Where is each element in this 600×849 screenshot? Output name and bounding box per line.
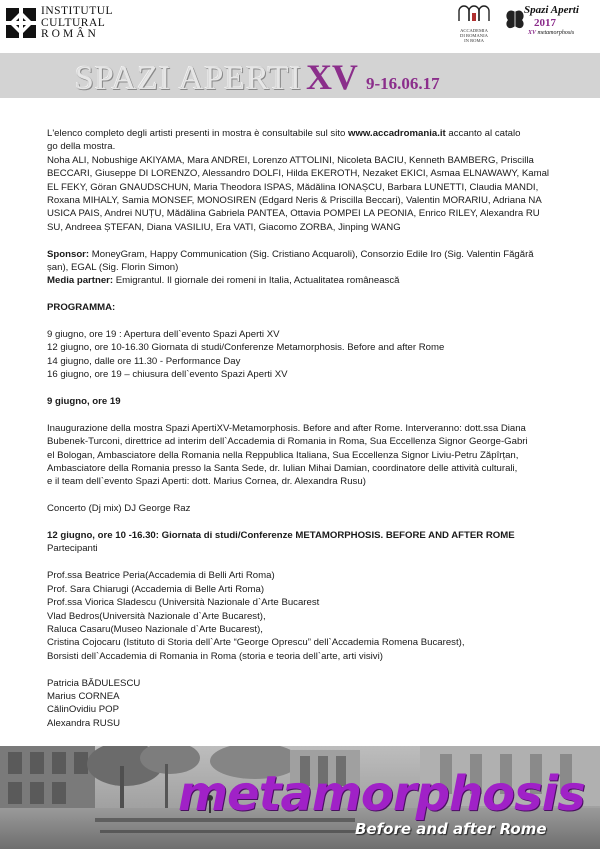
programma-item: 16 giugno, ore 19 – chiusura dell`evento Spazi Aperti XV [47,369,288,381]
banner-title-main: SPAZI APERTI [75,60,302,97]
artist-line: USICA PAIS, Andrei NUȚU, Mădălina Gabriela PANTEA, Ottavia POMPEI LA PEONIA, Enrico RILEY, Alexandra RU [47,208,540,220]
day9-heading: 9 giugno, ore 19 [47,396,121,408]
concert-line: Concerto (Dj mix) DJ George Raz [47,503,191,515]
day9-line: Inaugurazione della mostra Spazi ApertiXV-Metamorphosis. Before and after Rome. Interveranno: dott.ssa Diana [47,422,526,434]
metamorphosis-title-part1: metamor [178,766,416,822]
team-member: Alexandra RUSU [47,717,121,729]
accademia-di-romania-logo [452,4,496,44]
spazi-aperti-logo [504,2,596,42]
programma-item: 14 giugno, dalle ore 11.30 - Performance Day [47,355,241,367]
artist-line: Roxana MIHALY, Samia MONSEF, MONOSIREN (Edgard Neris & Priscilla Beccari), Valentin MORARIU, Adriana NA [47,195,542,207]
day12-heading: 12 giugno, ore 10 -16.30: Giornata di studi/Conferenze METAMORPHOSIS. BEFORE AND AFTER ROME [47,530,515,542]
metamorphosis-title-part2: phosis [415,766,585,822]
day9-line: e il team dell`evento Spazi Aperti: dott. Marius Cornea, dr. Alexandra Rusu) [47,476,366,488]
butterfly-icon [504,8,526,34]
participants-label: Partecipanti [47,543,98,555]
programma-item: 9 giugno, ore 19 : Apertura dell`evento Spazi Aperti XV [47,329,280,341]
participant-line: Vlad Bedros(Università Nazionale d`Arte Bucarest), [47,610,266,622]
artist-line: SU, Andreea ȘTEFAN, Diana VASILIU, Era VATI, Giacomo ZORBA, Jinping WANG [47,221,401,233]
programma-heading: PROGRAMMA: [47,302,116,314]
day9-line: Ambasciatore della Romania presso la Santa Sede, dr. Iulian Mihai Damian, coordinatore delle attività culturali, [47,463,518,475]
website-link[interactable]: www.accadromania.it [348,128,446,139]
day9-line: el Bologan, Ambasciatore della Romania nella Reppublica Italiana, Sua Eccellenza Signor Liviu-Petru Zăpîrțan, [47,449,519,461]
icr-emblem-icon [6,8,36,38]
metamorphosis-title [178,768,585,820]
spazi-aperti-logo-xv: XV [528,30,537,36]
participant-line: Prof.ssa Viorica Sladescu (Università Nazionale d`Arte Bucarest [47,597,320,609]
banner-title [75,56,440,98]
accademia-arches-icon [457,4,491,22]
participant-line: Borsisti dell`Accademia di Romania in Roma (storia e teoria dell`arte, arti visivi) [47,650,383,662]
sponsor-label: Sponsor: [47,248,90,260]
metamorphosis-subtitle: Before and after Rome [355,820,547,838]
media-partner-text: Emigrantul. Il giornale dei romeni in Italia, Actualitatea românească [113,275,400,287]
accademia-line-2: DI ROMANIA [460,33,488,39]
artist-line: Noha ALI, Nobushige AKIYAMA, Mara ANDREI, Lorenzo ATTOLINI, Nicoleta BACIU, Kenneth BAMBERG, Priscilla [47,154,534,166]
icr-line-1: INSTITUTUL [41,5,114,17]
sponsor-line-2: șan), EGAL (Sig. Florin Simon) [47,262,179,274]
team-member: Marius CORNEA [47,690,120,702]
accademia-line-1: ACCADEMIA [460,28,488,33]
icr-line-3: ROMÂN [41,28,99,40]
participant-line: Prof. Sara Chiarugi (Accademia di Belle Arti Roma) [47,583,265,595]
spazi-aperti-logo-sub: metamorphosis [537,30,575,36]
accademia-line-3: IN ROMA [464,38,484,44]
intro-line-2: go della mostra. [47,141,116,153]
banner-dates: 9-16.06.17 [365,74,440,93]
media-partner-line [47,274,557,287]
institutul-cultural-roman-logo [6,6,113,41]
team-member: Patricia BĂDULESCU [47,677,141,689]
spazi-aperti-logo-year: 2017 [534,17,556,29]
press-release-body [47,127,557,730]
artist-line: BECCARI, Giuseppe DI LORENZO, Alessandro DOLFI, Hilda EKEROTH, Nezaket EKICI, Asmaa ELNAWAWY, Kamal [47,168,550,180]
intro-text-after: accanto al catalo [445,128,521,139]
artist-line: EL FEKY, Göran GNAUDSCHUN, Maria Theodora ISPAS, Mădălina IONAȘCU, Barbara LUNETTI, Claudia MANDI, [47,181,539,193]
day9-line: Bubenek-Turconi, direttrice ad interim dell`Accademia di Romania in Roma, Sua Eccellenza Signor George-Gabri [47,436,528,448]
sponsor-text: MoneyGram, Happy Communication (Sig. Cristiano Acquaroli), Consorzio Edile Iro (Sig. Valentin Făgără [89,248,534,260]
spazi-aperti-logo-title: Spazi Aperti [524,4,579,16]
intro-text: L'elenco completo degli artisti presenti in mostra è consultabile sul sito [47,128,348,139]
spazi-aperti-logo-subtitle [528,30,574,36]
participant-line: Cristina Cojocaru (Istituto di Storia dell`Arte “George Oprescu” dell`Accademia Romena Bucarest), [47,637,465,649]
participant-line: Raluca Casaru(Museo Nazionale d`Arte Bucarest), [47,623,263,635]
icr-line-2: CULTURAL [41,16,106,29]
sponsor-line-1 [47,248,557,261]
intro-line-1 [47,127,557,140]
media-partner-label: Media partner: [47,275,114,287]
participant-line: Prof.ssa Beatrice Peria(Accademia di Belli Arti Roma) [47,570,275,582]
programma-item: 12 giugno, ore 10-16.30 Giornata di studi/Conferenze Metamorphosis. Before and after Rome [47,342,445,354]
banner-edition: XV [305,57,358,97]
team-member: CălinOvidiu POP [47,704,119,716]
